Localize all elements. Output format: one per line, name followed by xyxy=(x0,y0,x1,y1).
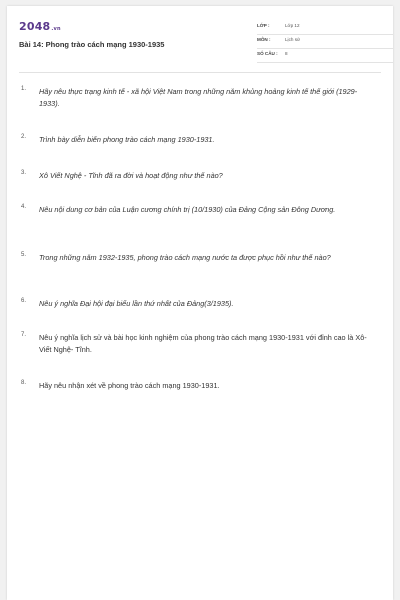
meta-value: 8 xyxy=(285,51,288,56)
worksheet-header xyxy=(19,16,381,66)
question-number: 5. xyxy=(21,252,27,258)
meta-row-class xyxy=(257,22,393,35)
lesson-title: Bài 14: Phong trào cách mạng 1930-1935 xyxy=(19,40,165,49)
question-text: Nêu ý nghĩa Đại hội đại biểu lần thứ nhất của Đảng(3/1935). xyxy=(39,299,234,308)
question-text: Nêu nội dung cơ bản của Luận cương chính trị (10/1930) của Đảng Cộng sản Đông Dương. xyxy=(39,205,336,214)
meta-key: LỚP : xyxy=(257,23,270,28)
meta-value: Lớp 12 xyxy=(285,23,300,28)
question-number: 3. xyxy=(21,170,27,176)
logo-suffix: .vn xyxy=(51,26,61,32)
meta-row-question-count xyxy=(257,50,393,63)
question-text: Hãy nêu nhận xét về phong trào cách mạng 1930-1931. xyxy=(39,381,220,390)
question-number: 7. xyxy=(21,332,27,338)
question-number: 2. xyxy=(21,134,27,140)
question-number: 8. xyxy=(21,380,27,386)
question-number: 1. xyxy=(21,86,27,92)
question-text: Hãy nêu thực trạng kinh tế - xã hội Việt Nam trong những năm khủng hoảng kinh tế thế giới (1929-1933). xyxy=(39,87,358,108)
question-text: Trong những năm 1932-1935, phong trào cách mạng nước ta được phục hồi như thế nào? xyxy=(39,253,331,262)
site-logo[interactable] xyxy=(19,20,61,33)
meta-key: MÔN : xyxy=(257,37,271,42)
header-divider xyxy=(19,72,381,73)
meta-row-subject xyxy=(257,36,393,49)
question-text: Nêu ý nghĩa lịch sử và bài học kinh nghiệm của phong trào cách mạng 1930-1931 với đỉnh cao là Xô-Viết Nghệ- Tĩnh. xyxy=(39,333,367,354)
worksheet-page xyxy=(7,6,393,600)
question-text: Xô Viết Nghệ - Tĩnh đã ra đời và hoạt động như thế nào? xyxy=(39,171,223,180)
question-text: Trình bày diễn biến phong trào cách mạng 1930-1931. xyxy=(39,135,215,144)
logo-text: 2048 xyxy=(19,20,51,33)
meta-key: SỐ CÂU : xyxy=(257,51,278,56)
question-number: 4. xyxy=(21,204,27,210)
question-number: 6. xyxy=(21,298,27,304)
meta-value: Lịch sử xyxy=(285,37,301,42)
